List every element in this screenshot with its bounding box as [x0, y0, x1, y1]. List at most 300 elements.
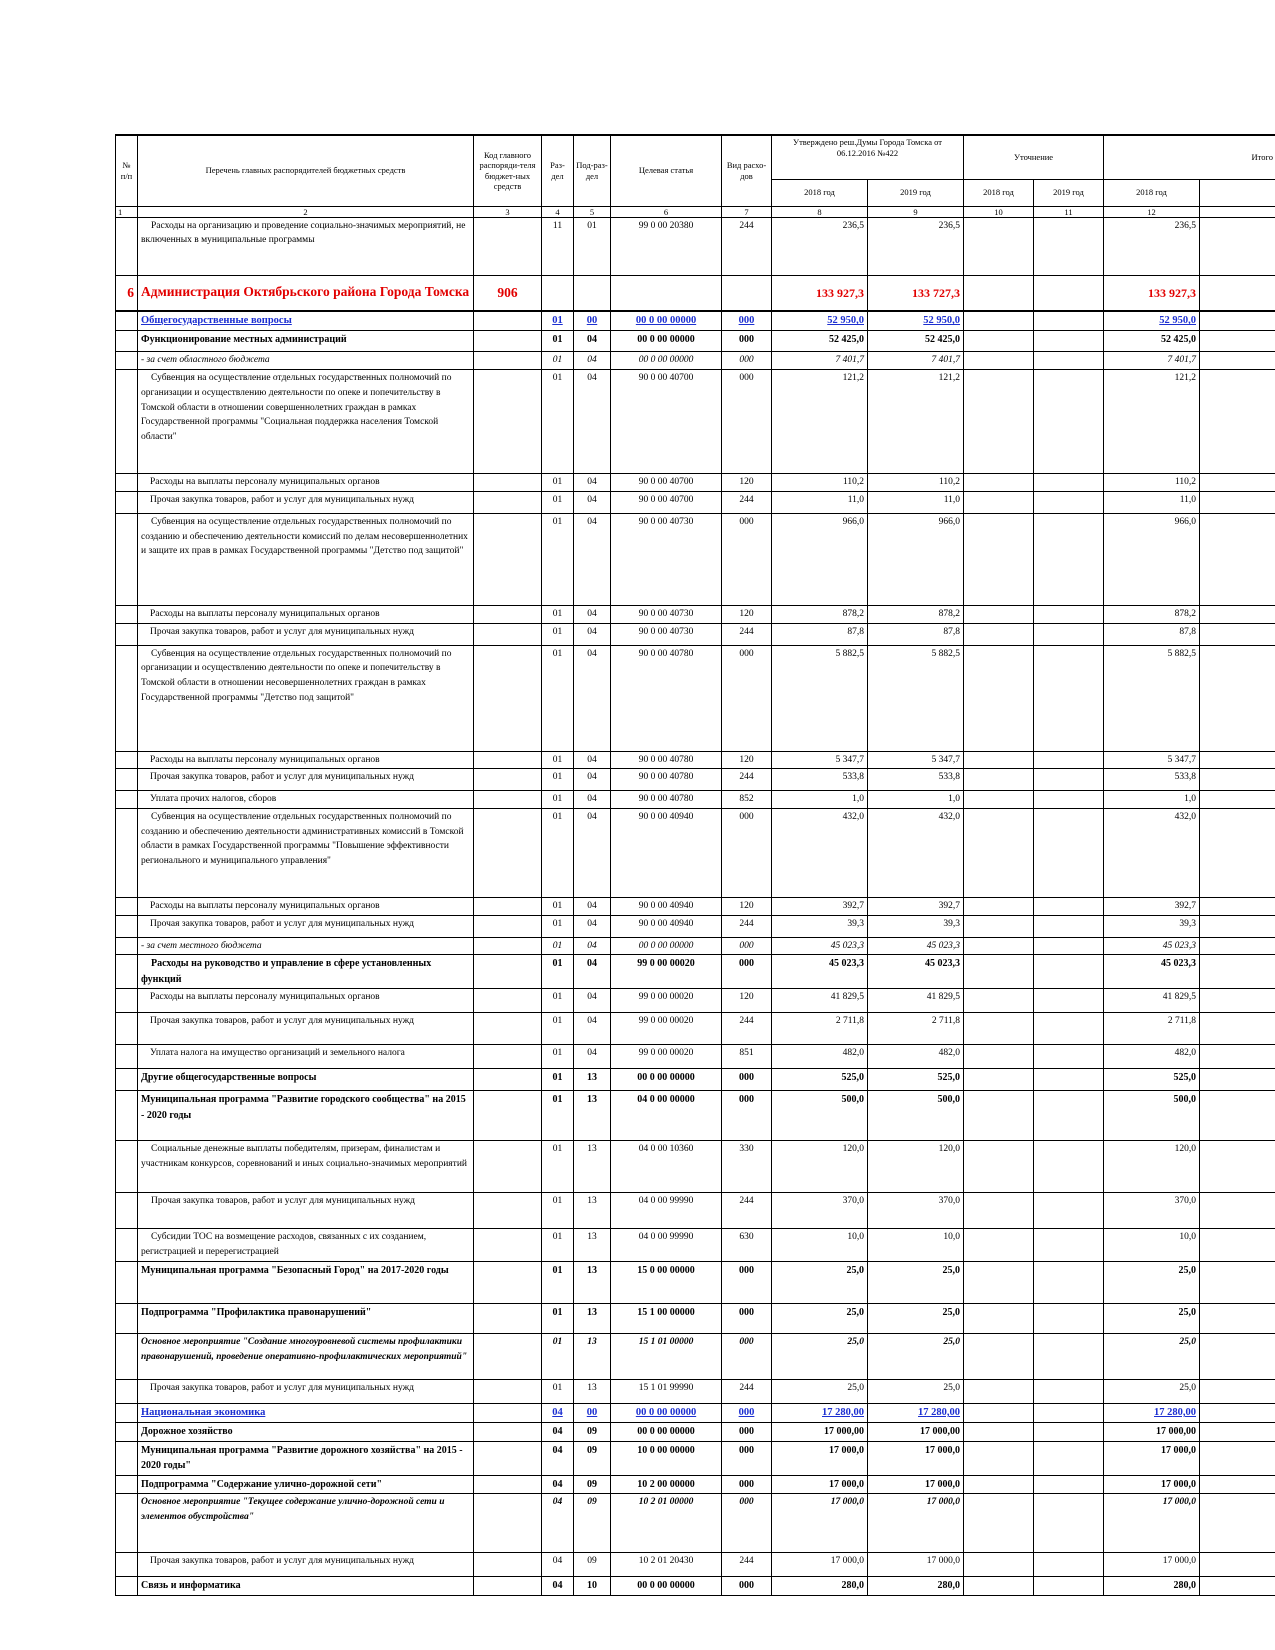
item-name: Субсидии ТОС на возмещение расходов, связанных с их созданием, регистрацией и перерегистрацией: [138, 1229, 474, 1261]
table-row: [116, 1577, 1275, 1596]
row-number: [116, 1045, 138, 1069]
clarify-2018: [964, 217, 1034, 275]
expense-type: 000: [722, 1069, 772, 1091]
subsection: 04: [574, 751, 611, 769]
clarify-2018: [964, 1045, 1034, 1069]
expense-type: 244: [722, 491, 772, 513]
table-row: [116, 623, 1275, 645]
header-section: Раз-дел: [542, 135, 574, 206]
approved-2019: 236,5: [868, 217, 964, 275]
total-2018: 17 000,0: [1104, 1441, 1200, 1475]
clarify-2018: [964, 1379, 1034, 1403]
total-2018: 432,0: [1104, 809, 1200, 898]
header-code: Код главного распоряди-теля бюджет-ных средств: [474, 135, 542, 206]
expense-type: 330: [722, 1141, 772, 1193]
row-number: [116, 605, 138, 623]
expense-type: 000: [722, 311, 772, 331]
clarify-2019: [1034, 645, 1104, 751]
target-article: 90 0 00 40780: [611, 791, 722, 809]
item-name: Функционирование местных администраций: [138, 331, 474, 352]
table-row: [116, 1494, 1275, 1553]
table-row: [116, 809, 1275, 898]
subsection: 10: [574, 1577, 611, 1596]
total-2019: [1200, 352, 1275, 370]
total-2018: 17 000,0: [1104, 1494, 1200, 1553]
ministry-code: [474, 1553, 542, 1577]
total-2019: [1200, 1229, 1275, 1261]
section: 01: [542, 1333, 574, 1379]
table-row: [116, 275, 1275, 311]
item-name: Основное мероприятие "Создание многоуровневой системы профилактики правонарушений, проведение оперативно-профилактических мероприятий": [138, 1333, 474, 1379]
total-2018: 41 829,5: [1104, 989, 1200, 1013]
approved-2019: 52 425,0: [868, 331, 964, 352]
total-2018: 17 000,0: [1104, 1475, 1200, 1494]
section: 01: [542, 1261, 574, 1303]
row-number: [116, 1403, 138, 1422]
ministry-code: [474, 937, 542, 955]
approved-2019: 39,3: [868, 915, 964, 937]
table-row: [116, 955, 1275, 989]
section: 01: [542, 1229, 574, 1261]
ministry-code: [474, 1494, 542, 1553]
section: 01: [542, 915, 574, 937]
approved-2019: 17 000,0: [868, 1475, 964, 1494]
subsection: 04: [574, 1045, 611, 1069]
target-article: 90 0 00 40940: [611, 898, 722, 916]
total-2018: 370,0: [1104, 1193, 1200, 1229]
subsection: 04: [574, 791, 611, 809]
clarify-2019: [1034, 791, 1104, 809]
section: 01: [542, 1141, 574, 1193]
approved-2018: 370,0: [772, 1193, 868, 1229]
approved-2018: 17 280,00: [772, 1403, 868, 1422]
clarify-2018: [964, 915, 1034, 937]
subsection: 13: [574, 1069, 611, 1091]
ministry-code: [474, 1141, 542, 1193]
expense-type: 000: [722, 370, 772, 474]
total-2018: 10,0: [1104, 1229, 1200, 1261]
approved-2019: 17 000,0: [868, 1553, 964, 1577]
table-row: [116, 1069, 1275, 1091]
clarify-2019: [1034, 1229, 1104, 1261]
total-2018: 121,2: [1104, 370, 1200, 474]
total-2019: [1200, 513, 1275, 605]
table-row: [116, 311, 1275, 331]
ministry-code: [474, 989, 542, 1013]
row-number: [116, 1475, 138, 1494]
total-2018: 482,0: [1104, 1045, 1200, 1069]
clarify-2019: [1034, 1261, 1104, 1303]
item-name: Муниципальная программа "Развитие дорожного хозяйства" на 2015 - 2020 годы": [138, 1441, 474, 1475]
ministry-code: [474, 513, 542, 605]
section: 01: [542, 898, 574, 916]
subsection: 04: [574, 769, 611, 791]
approved-2019: 432,0: [868, 809, 964, 898]
approved-2019: 120,0: [868, 1141, 964, 1193]
total-2018: 7 401,7: [1104, 352, 1200, 370]
row-number: [116, 769, 138, 791]
item-name: Расходы на выплаты персоналу муниципальных органов: [138, 605, 474, 623]
clarify-2018: [964, 275, 1034, 311]
table-row: [116, 1423, 1275, 1442]
subsection: 00: [574, 311, 611, 331]
target-article: 00 0 00 00000: [611, 311, 722, 331]
item-name: Расходы на организацию и проведение социально-значимых мероприятий, не включенных в муниципальные программы: [138, 217, 474, 275]
target-article: 00 0 00 00000: [611, 1403, 722, 1422]
approved-2018: 52 425,0: [772, 331, 868, 352]
expense-type: 000: [722, 1441, 772, 1475]
total-2018: 236,5: [1104, 217, 1200, 275]
target-article: 00 0 00 00000: [611, 1423, 722, 1442]
approved-2019: 121,2: [868, 370, 964, 474]
clarify-2019: [1034, 491, 1104, 513]
approved-2018: 878,2: [772, 605, 868, 623]
expense-type: 000: [722, 1494, 772, 1553]
clarify-2019: [1034, 955, 1104, 989]
approved-2019: 110,2: [868, 474, 964, 492]
clarify-2018: [964, 491, 1034, 513]
approved-2019: 370,0: [868, 1193, 964, 1229]
target-article: 15 1 01 99990: [611, 1379, 722, 1403]
section: 04: [542, 1577, 574, 1596]
section: 04: [542, 1475, 574, 1494]
approved-2019: 87,8: [868, 623, 964, 645]
total-2018: 533,8: [1104, 769, 1200, 791]
approved-2018: 17 000,0: [772, 1494, 868, 1553]
row-number: [116, 1091, 138, 1141]
clarify-2019: [1034, 915, 1104, 937]
section: 01: [542, 989, 574, 1013]
row-number: [116, 809, 138, 898]
table-row: [116, 513, 1275, 605]
item-name: Субвенция на осуществление отдельных государственных полномочий по организации и осуществлению деятельности по опеке и попечительству в Томской области в отношении совершеннолетних граждан в рамках Государственной программы "Социальная поддержка населения Томской области": [138, 370, 474, 474]
target-article: 00 0 00 00000: [611, 352, 722, 370]
ministry-code: [474, 623, 542, 645]
clarify-2019: [1034, 1379, 1104, 1403]
ministry-code: [474, 491, 542, 513]
section: 01: [542, 809, 574, 898]
subsection: 13: [574, 1379, 611, 1403]
header-total: Итого: [1104, 135, 1275, 179]
header-approved-2018: 2018 год: [772, 179, 868, 206]
row-number: [116, 370, 138, 474]
clarify-2019: [1034, 1045, 1104, 1069]
expense-type: 000: [722, 937, 772, 955]
approved-2018: 5 882,5: [772, 645, 868, 751]
row-number: [116, 1141, 138, 1193]
clarify-2019: [1034, 623, 1104, 645]
item-name: Субвенция на осуществление отдельных государственных полномочий по организации и осуществлению деятельности по опеке и попечительству в Томской области в отношении несовершеннолетних граждан в рамках Государственной программы "Детство под защитой": [138, 645, 474, 751]
clarify-2019: [1034, 311, 1104, 331]
section: 01: [542, 370, 574, 474]
item-name: Прочая закупка товаров, работ и услуг для муниципальных нужд: [138, 1193, 474, 1229]
col-num-2: 2: [138, 206, 474, 217]
total-2018: 5 347,7: [1104, 751, 1200, 769]
item-name: Расходы на руководство и управление в сфере установленных функций: [138, 955, 474, 989]
total-2019: [1200, 1333, 1275, 1379]
approved-2019: 41 829,5: [868, 989, 964, 1013]
approved-2019: 25,0: [868, 1333, 964, 1379]
approved-2019: 280,0: [868, 1577, 964, 1596]
subsection: 04: [574, 352, 611, 370]
table-row: [116, 217, 1275, 275]
total-2018: 110,2: [1104, 474, 1200, 492]
section: 01: [542, 1303, 574, 1333]
target-article: 15 1 00 00000: [611, 1303, 722, 1333]
subsection: 04: [574, 898, 611, 916]
approved-2019: 878,2: [868, 605, 964, 623]
clarify-2019: [1034, 751, 1104, 769]
expense-type: 000: [722, 1303, 772, 1333]
total-2019: [1200, 1193, 1275, 1229]
approved-2018: 17 000,0: [772, 1475, 868, 1494]
total-2018: 280,0: [1104, 1577, 1200, 1596]
approved-2018: 432,0: [772, 809, 868, 898]
total-2019: [1200, 1069, 1275, 1091]
col-num-1: 1: [116, 206, 138, 217]
section: 01: [542, 311, 574, 331]
table-row: [116, 1229, 1275, 1261]
table-row: [116, 1441, 1275, 1475]
subsection: 09: [574, 1475, 611, 1494]
approved-2019: 45 023,3: [868, 937, 964, 955]
total-2018: 52 425,0: [1104, 331, 1200, 352]
approved-2018: 500,0: [772, 1091, 868, 1141]
row-number: [116, 1303, 138, 1333]
approved-2018: 7 401,7: [772, 352, 868, 370]
row-number: [116, 331, 138, 352]
clarify-2019: [1034, 1403, 1104, 1422]
table-row: [116, 370, 1275, 474]
ministry-code: [474, 915, 542, 937]
clarify-2019: [1034, 989, 1104, 1013]
total-2018: 5 882,5: [1104, 645, 1200, 751]
expense-type: 000: [722, 1333, 772, 1379]
subsection: 04: [574, 989, 611, 1013]
target-article: 10 2 00 00000: [611, 1475, 722, 1494]
subsection: 09: [574, 1441, 611, 1475]
target-article: 04 0 00 99990: [611, 1193, 722, 1229]
total-2019: [1200, 898, 1275, 916]
target-article: [611, 275, 722, 311]
item-name: Расходы на выплаты персоналу муниципальных органов: [138, 898, 474, 916]
clarify-2018: [964, 1553, 1034, 1577]
row-number: [116, 1423, 138, 1442]
expense-type: 000: [722, 645, 772, 751]
item-name: Прочая закупка товаров, работ и услуг для муниципальных нужд: [138, 769, 474, 791]
table-row: [116, 989, 1275, 1013]
subsection: 04: [574, 474, 611, 492]
subsection: 13: [574, 1303, 611, 1333]
target-article: 99 0 00 00020: [611, 989, 722, 1013]
section: 01: [542, 1069, 574, 1091]
subsection: 04: [574, 331, 611, 352]
clarify-2019: [1034, 1333, 1104, 1379]
clarify-2018: [964, 809, 1034, 898]
target-article: 99 0 00 00020: [611, 955, 722, 989]
ministry-code: [474, 370, 542, 474]
section: 01: [542, 623, 574, 645]
target-article: 99 0 00 20380: [611, 217, 722, 275]
row-number: [116, 1494, 138, 1553]
clarify-2019: [1034, 1553, 1104, 1577]
approved-2018: 392,7: [772, 898, 868, 916]
expense-type: 244: [722, 623, 772, 645]
clarify-2018: [964, 751, 1034, 769]
approved-2019: 17 000,0: [868, 1441, 964, 1475]
expense-type: 120: [722, 989, 772, 1013]
subsection: 13: [574, 1261, 611, 1303]
ministry-code: [474, 751, 542, 769]
header-clarify-2019: 2019 год: [1034, 179, 1104, 206]
target-article: 90 0 00 40780: [611, 645, 722, 751]
item-name: Расходы на выплаты персоналу муниципальных органов: [138, 751, 474, 769]
clarify-2018: [964, 1229, 1034, 1261]
section: 01: [542, 605, 574, 623]
approved-2018: 17 000,0: [772, 1553, 868, 1577]
target-article: 10 0 00 00000: [611, 1441, 722, 1475]
subsection: 04: [574, 955, 611, 989]
approved-2018: 45 023,3: [772, 955, 868, 989]
header-subsection: Под-раз-дел: [574, 135, 611, 206]
ministry-code: [474, 1013, 542, 1045]
item-name: Социальные денежные выплаты победителям, призерам, финалистам и участникам конкурсов, соревнований и иных социально-значимых мероприятий: [138, 1141, 474, 1193]
clarify-2018: [964, 791, 1034, 809]
section: 01: [542, 1045, 574, 1069]
clarify-2019: [1034, 474, 1104, 492]
clarify-2018: [964, 623, 1034, 645]
header-total-2018: 2018 год: [1104, 179, 1200, 206]
approved-2019: 5 347,7: [868, 751, 964, 769]
total-2018: 25,0: [1104, 1261, 1200, 1303]
ministry-code: [474, 1261, 542, 1303]
expense-type: 000: [722, 1403, 772, 1422]
ministry-code: [474, 645, 542, 751]
row-number: [116, 1193, 138, 1229]
approved-2019: 1,0: [868, 791, 964, 809]
clarify-2019: [1034, 1423, 1104, 1442]
approved-2019: 25,0: [868, 1379, 964, 1403]
clarify-2019: [1034, 1141, 1104, 1193]
ministry-code: [474, 352, 542, 370]
clarify-2018: [964, 989, 1034, 1013]
approved-2018: 25,0: [772, 1379, 868, 1403]
expense-type: 244: [722, 1013, 772, 1045]
row-number: [116, 217, 138, 275]
header-approved-2019: 2019 год: [868, 179, 964, 206]
clarify-2018: [964, 1091, 1034, 1141]
row-number: [116, 791, 138, 809]
approved-2019: 533,8: [868, 769, 964, 791]
subsection: 04: [574, 937, 611, 955]
ministry-code: [474, 1069, 542, 1091]
target-article: 04 0 00 99990: [611, 1229, 722, 1261]
approved-2019: 45 023,3: [868, 955, 964, 989]
clarify-2018: [964, 1333, 1034, 1379]
item-name: Основное мероприятие "Текущее содержание улично-дорожной сети и элементов обустройства": [138, 1494, 474, 1553]
clarify-2018: [964, 352, 1034, 370]
ministry-code: [474, 217, 542, 275]
subsection: 04: [574, 491, 611, 513]
row-number: [116, 623, 138, 645]
item-name: Прочая закупка товаров, работ и услуг для муниципальных нужд: [138, 915, 474, 937]
expense-type: 000: [722, 352, 772, 370]
section: 01: [542, 769, 574, 791]
clarify-2018: [964, 370, 1034, 474]
total-2018: 11,0: [1104, 491, 1200, 513]
total-2019: [1200, 1403, 1275, 1422]
clarify-2019: [1034, 217, 1104, 275]
item-name: Подпрограмма "Профилактика правонарушений": [138, 1303, 474, 1333]
total-2019: [1200, 1494, 1275, 1553]
total-2018: 25,0: [1104, 1333, 1200, 1379]
row-number: [116, 513, 138, 605]
expense-type: 000: [722, 955, 772, 989]
clarify-2018: [964, 1577, 1034, 1596]
item-name: Субвенция на осуществление отдельных государственных полномочий по созданию и обеспечению деятельности комиссий по делам несовершеннолетних и защите их прав в рамках Государственной программы "Детство под защитой": [138, 513, 474, 605]
total-2018: 133 927,3: [1104, 275, 1200, 311]
clarify-2019: [1034, 370, 1104, 474]
expense-type: 000: [722, 513, 772, 605]
item-name: Уплата прочих налогов, сборов: [138, 791, 474, 809]
col-num-5: 5: [574, 206, 611, 217]
total-2019: [1200, 1091, 1275, 1141]
section: 01: [542, 491, 574, 513]
section: 04: [542, 1423, 574, 1442]
total-2019: [1200, 1577, 1275, 1596]
section: 01: [542, 645, 574, 751]
approved-2019: 17 280,00: [868, 1403, 964, 1422]
target-article: 90 0 00 40700: [611, 370, 722, 474]
total-2018: 25,0: [1104, 1379, 1200, 1403]
item-name: Другие общегосударственные вопросы: [138, 1069, 474, 1091]
approved-2019: 7 401,7: [868, 352, 964, 370]
clarify-2018: [964, 1475, 1034, 1494]
table-row: [116, 1379, 1275, 1403]
target-article: 90 0 00 40700: [611, 491, 722, 513]
clarify-2018: [964, 898, 1034, 916]
table-row: [116, 331, 1275, 352]
clarify-2018: [964, 1423, 1034, 1442]
row-number: [116, 1013, 138, 1045]
header-name: Перечень главных распорядителей бюджетных средств: [138, 135, 474, 206]
approved-2018: 25,0: [772, 1333, 868, 1379]
approved-2018: 52 950,0: [772, 311, 868, 331]
approved-2019: 25,0: [868, 1303, 964, 1333]
section: 01: [542, 1193, 574, 1229]
section: 04: [542, 1494, 574, 1553]
total-2019: [1200, 1013, 1275, 1045]
subsection: 04: [574, 370, 611, 474]
col-num-8: 8: [772, 206, 868, 217]
item-name: Прочая закупка товаров, работ и услуг для муниципальных нужд: [138, 623, 474, 645]
expense-type: 000: [722, 1423, 772, 1442]
approved-2019: 10,0: [868, 1229, 964, 1261]
total-2018: 966,0: [1104, 513, 1200, 605]
subsection: 13: [574, 1193, 611, 1229]
row-number: [116, 751, 138, 769]
subsection: 01: [574, 217, 611, 275]
approved-2018: 1,0: [772, 791, 868, 809]
target-article: 90 0 00 40730: [611, 513, 722, 605]
table-row: [116, 1303, 1275, 1333]
subsection: 13: [574, 1229, 611, 1261]
table-row: [116, 1013, 1275, 1045]
header-num: № п/п: [116, 135, 138, 206]
col-num-10: 10: [964, 206, 1034, 217]
clarify-2018: [964, 474, 1034, 492]
clarify-2018: [964, 1069, 1034, 1091]
